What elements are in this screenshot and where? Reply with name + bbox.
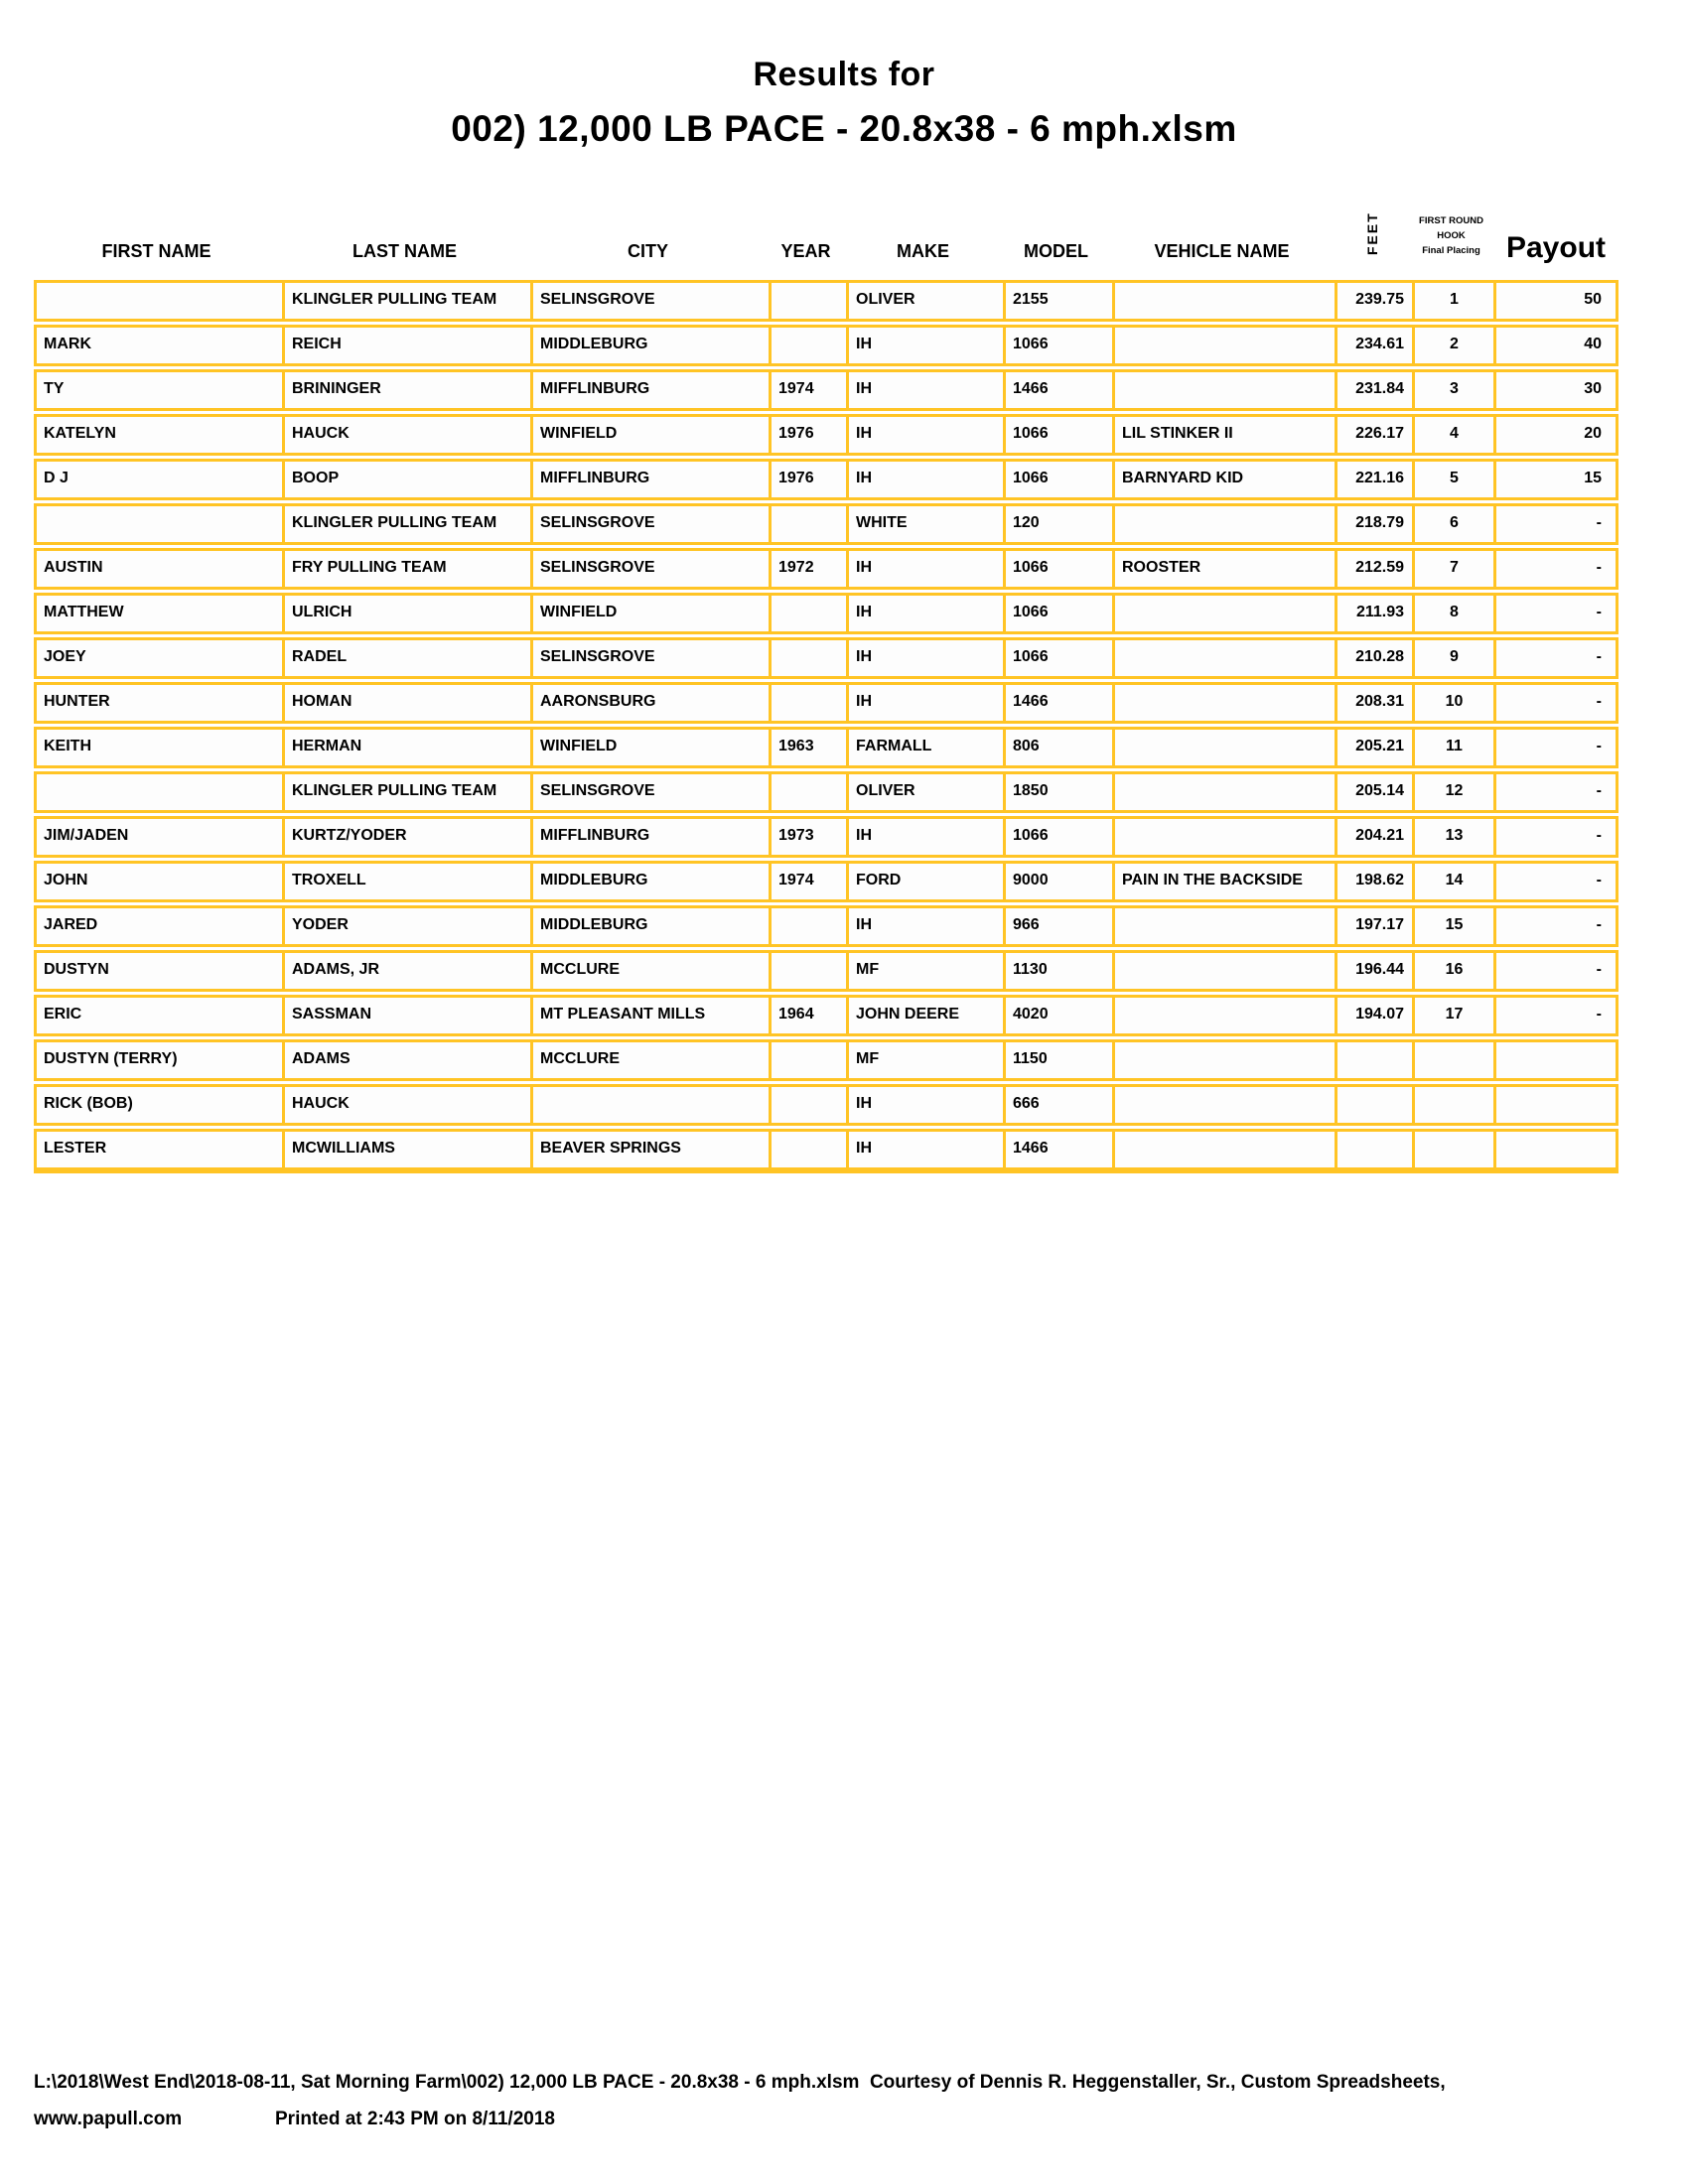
cell-feet: 205.21 xyxy=(1337,730,1415,765)
cell-last-name: KURTZ/YODER xyxy=(285,819,533,855)
cell-city: WINFIELD xyxy=(533,417,772,453)
cell-feet xyxy=(1337,1132,1415,1167)
cell-feet: 234.61 xyxy=(1337,328,1415,363)
cell-make: IH xyxy=(849,819,1006,855)
header-last-name: LAST NAME xyxy=(352,241,457,261)
cell-vehicle-name xyxy=(1115,506,1337,542)
cell-first-name: RICK (BOB) xyxy=(37,1087,285,1123)
cell-model: 1850 xyxy=(1006,774,1115,810)
cell-last-name: HERMAN xyxy=(285,730,533,765)
header-year: YEAR xyxy=(780,241,831,261)
table-row xyxy=(34,905,1618,947)
cell-first-name: AUSTIN xyxy=(37,551,285,587)
cell-vehicle-name xyxy=(1115,372,1337,408)
cell-payout xyxy=(1496,1087,1616,1123)
table-row xyxy=(34,1039,1618,1081)
cell-payout: - xyxy=(1596,872,1602,888)
cell-placing: 16 xyxy=(1415,953,1496,989)
cell-last-name: SASSMAN xyxy=(285,998,533,1033)
cell-last-name: ADAMS, JR xyxy=(285,953,533,989)
cell-payout: 50 xyxy=(1584,291,1602,308)
cell-payout: 40 xyxy=(1584,336,1602,352)
cell-year xyxy=(772,953,849,989)
cell-placing: 8 xyxy=(1415,596,1496,631)
table-row xyxy=(34,280,1618,322)
cell-city: MT PLEASANT MILLS xyxy=(533,998,772,1033)
cell-make: FARMALL xyxy=(849,730,1006,765)
cell-placing xyxy=(1415,1132,1496,1167)
cell-first-name xyxy=(37,506,285,542)
cell-vehicle-name xyxy=(1115,328,1337,363)
cell-feet xyxy=(1337,1087,1415,1123)
table-row xyxy=(34,325,1618,366)
footer-website: www.papull.com xyxy=(34,2109,183,2129)
cell-year: 1974 xyxy=(772,864,849,899)
cell-city: SELINSGROVE xyxy=(533,506,772,542)
cell-last-name: FRY PULLING TEAM xyxy=(285,551,533,587)
cell-year xyxy=(772,640,849,676)
cell-payout: 30 xyxy=(1584,380,1602,397)
cell-vehicle-name: LIL STINKER II xyxy=(1115,417,1337,453)
header-feet-label: FEET xyxy=(1363,211,1380,255)
cell-city: SELINSGROVE xyxy=(533,551,772,587)
header-first-round-hook xyxy=(1412,213,1493,264)
cell-year xyxy=(772,1087,849,1123)
cell-first-name: ERIC xyxy=(37,998,285,1033)
cell-placing: 4 xyxy=(1415,417,1496,453)
cell-year xyxy=(772,774,849,810)
cell-placing xyxy=(1415,1087,1496,1123)
table-row xyxy=(34,682,1618,724)
cell-make: MF xyxy=(849,1042,1006,1078)
cell-make: IH xyxy=(849,640,1006,676)
table-row xyxy=(34,503,1618,545)
header-first-name: FIRST NAME xyxy=(101,241,211,261)
cell-city: MIDDLEBURG xyxy=(533,864,772,899)
cell-last-name: YODER xyxy=(285,908,533,944)
cell-placing: 3 xyxy=(1415,372,1496,408)
cell-city: SELINSGROVE xyxy=(533,774,772,810)
cell-make: FORD xyxy=(849,864,1006,899)
cell-year: 1974 xyxy=(772,372,849,408)
cell-city: WINFIELD xyxy=(533,730,772,765)
cell-first-name: DUSTYN xyxy=(37,953,285,989)
cell-first-name: JOEY xyxy=(37,640,285,676)
table-row xyxy=(34,637,1618,679)
cell-payout: - xyxy=(1596,693,1602,710)
cell-year xyxy=(772,908,849,944)
cell-feet: 204.21 xyxy=(1337,819,1415,855)
table-row xyxy=(34,414,1618,456)
cell-model: 9000 xyxy=(1006,864,1115,899)
cell-placing: 14 xyxy=(1415,864,1496,899)
cell-placing: 2 xyxy=(1415,328,1496,363)
cell-last-name: REICH xyxy=(285,328,533,363)
cell-payout: - xyxy=(1596,514,1602,531)
cell-vehicle-name xyxy=(1115,774,1337,810)
table-header-row xyxy=(34,199,1618,264)
cell-placing: 1 xyxy=(1415,283,1496,319)
cell-feet: 205.14 xyxy=(1337,774,1415,810)
cell-placing: 6 xyxy=(1415,506,1496,542)
cell-make: OLIVER xyxy=(849,774,1006,810)
results-table-body xyxy=(34,280,1618,1173)
cell-feet xyxy=(1337,1042,1415,1078)
cell-first-name: LESTER xyxy=(37,1132,285,1167)
cell-payout: - xyxy=(1596,961,1602,978)
table-row xyxy=(34,727,1618,768)
cell-model: 1066 xyxy=(1006,328,1115,363)
cell-placing: 9 xyxy=(1415,640,1496,676)
cell-year: 1963 xyxy=(772,730,849,765)
cell-city: MIFFLINBURG xyxy=(533,462,772,497)
cell-make: IH xyxy=(849,328,1006,363)
cell-year xyxy=(772,1042,849,1078)
cell-first-name: MATTHEW xyxy=(37,596,285,631)
cell-feet: 221.16 xyxy=(1337,462,1415,497)
cell-last-name: KLINGLER PULLING TEAM xyxy=(285,506,533,542)
table-row xyxy=(34,950,1618,992)
cell-city: MIDDLEBURG xyxy=(533,908,772,944)
cell-feet: 239.75 xyxy=(1337,283,1415,319)
cell-vehicle-name: BARNYARD KID xyxy=(1115,462,1337,497)
cell-model: 1466 xyxy=(1006,685,1115,721)
cell-feet: 208.31 xyxy=(1337,685,1415,721)
cell-city: MIDDLEBURG xyxy=(533,328,772,363)
cell-model: 4020 xyxy=(1006,998,1115,1033)
cell-make: IH xyxy=(849,417,1006,453)
cell-feet: 210.28 xyxy=(1337,640,1415,676)
cell-payout: - xyxy=(1596,782,1602,799)
cell-model: 1130 xyxy=(1006,953,1115,989)
cell-vehicle-name xyxy=(1115,596,1337,631)
cell-make: WHITE xyxy=(849,506,1006,542)
cell-first-name xyxy=(37,774,285,810)
cell-first-name: D J xyxy=(37,462,285,497)
cell-make: IH xyxy=(849,551,1006,587)
cell-feet: 226.17 xyxy=(1337,417,1415,453)
cell-year: 1972 xyxy=(772,551,849,587)
cell-payout: 20 xyxy=(1584,425,1602,442)
cell-vehicle-name xyxy=(1115,998,1337,1033)
table-row xyxy=(34,369,1618,411)
cell-first-name: MARK xyxy=(37,328,285,363)
cell-placing xyxy=(1415,1042,1496,1078)
cell-feet: 212.59 xyxy=(1337,551,1415,587)
cell-placing: 12 xyxy=(1415,774,1496,810)
cell-placing: 11 xyxy=(1415,730,1496,765)
cell-placing: 10 xyxy=(1415,685,1496,721)
cell-last-name: HAUCK xyxy=(285,417,533,453)
cell-payout: - xyxy=(1596,604,1602,620)
cell-model: 806 xyxy=(1006,730,1115,765)
footer-file-path: L:\2018\West End\2018-08-11, Sat Morning Farm\002) 12,000 LB PACE - 20.8x38 - 6 mph.xlsm Courtesy of Dennis R. Heggenstaller, Sr., Custom Spreadsheets, xyxy=(34,2072,1446,2093)
cell-placing: 15 xyxy=(1415,908,1496,944)
cell-placing: 13 xyxy=(1415,819,1496,855)
cell-feet: 231.84 xyxy=(1337,372,1415,408)
cell-payout: - xyxy=(1596,559,1602,576)
cell-placing: 7 xyxy=(1415,551,1496,587)
table-row xyxy=(34,995,1618,1036)
cell-model: 666 xyxy=(1006,1087,1115,1123)
cell-model: 1066 xyxy=(1006,819,1115,855)
header-vehicle-name: VEHICLE NAME xyxy=(1154,241,1290,261)
cell-year: 1976 xyxy=(772,417,849,453)
cell-model: 1466 xyxy=(1006,1132,1115,1167)
table-row xyxy=(34,1084,1618,1126)
cell-feet: 211.93 xyxy=(1337,596,1415,631)
cell-make: IH xyxy=(849,372,1006,408)
cell-last-name: MCWILLIAMS xyxy=(285,1132,533,1167)
cell-year xyxy=(772,1132,849,1167)
cell-first-name: TY xyxy=(37,372,285,408)
page-title-line2: 002) 12,000 LB PACE - 20.8x38 - 6 mph.xlsm xyxy=(451,108,1237,149)
header-hook-line3: Final Placing xyxy=(1422,245,1480,256)
cell-make: IH xyxy=(849,908,1006,944)
cell-year xyxy=(772,506,849,542)
cell-first-name: KATELYN xyxy=(37,417,285,453)
cell-last-name: ULRICH xyxy=(285,596,533,631)
cell-first-name: JARED xyxy=(37,908,285,944)
table-row xyxy=(34,1129,1618,1173)
cell-payout: - xyxy=(1596,648,1602,665)
cell-first-name: JOHN xyxy=(37,864,285,899)
cell-placing: 5 xyxy=(1415,462,1496,497)
cell-year: 1964 xyxy=(772,998,849,1033)
cell-first-name: HUNTER xyxy=(37,685,285,721)
cell-model: 1066 xyxy=(1006,551,1115,587)
cell-last-name: TROXELL xyxy=(285,864,533,899)
cell-city: MIFFLINBURG xyxy=(533,819,772,855)
table-row xyxy=(34,861,1618,902)
cell-make: IH xyxy=(849,685,1006,721)
cell-last-name: BOOP xyxy=(285,462,533,497)
header-hook-line2: HOOK xyxy=(1437,230,1466,241)
cell-last-name: KLINGLER PULLING TEAM xyxy=(285,774,533,810)
cell-first-name: JIM/JADEN xyxy=(37,819,285,855)
cell-vehicle-name xyxy=(1115,283,1337,319)
page-title-line1: Results for xyxy=(753,56,935,93)
cell-last-name: RADEL xyxy=(285,640,533,676)
cell-feet: 198.62 xyxy=(1337,864,1415,899)
cell-model: 1466 xyxy=(1006,372,1115,408)
cell-vehicle-name: PAIN IN THE BACKSIDE xyxy=(1115,864,1337,899)
header-payout: Payout xyxy=(1505,231,1607,264)
cell-feet: 194.07 xyxy=(1337,998,1415,1033)
cell-model: 1066 xyxy=(1006,417,1115,453)
table-row xyxy=(34,771,1618,813)
cell-model: 1066 xyxy=(1006,640,1115,676)
cell-city: MCCLURE xyxy=(533,1042,772,1078)
header-city: CITY xyxy=(627,241,668,261)
cell-payout: - xyxy=(1596,1006,1602,1023)
cell-feet: 196.44 xyxy=(1337,953,1415,989)
cell-model: 1066 xyxy=(1006,462,1115,497)
cell-city: MCCLURE xyxy=(533,953,772,989)
cell-first-name: DUSTYN (TERRY) xyxy=(37,1042,285,1078)
cell-vehicle-name: ROOSTER xyxy=(1115,551,1337,587)
cell-city: AARONSBURG xyxy=(533,685,772,721)
cell-city: WINFIELD xyxy=(533,596,772,631)
cell-model: 1066 xyxy=(1006,596,1115,631)
cell-model: 120 xyxy=(1006,506,1115,542)
header-model: MODEL xyxy=(1024,241,1088,261)
header-make: MAKE xyxy=(897,241,949,261)
cell-city: MIFFLINBURG xyxy=(533,372,772,408)
cell-vehicle-name xyxy=(1115,685,1337,721)
footer-printed-timestamp: Printed at 2:43 PM on 8/11/2018 xyxy=(275,2109,555,2129)
cell-year xyxy=(772,685,849,721)
cell-payout: - xyxy=(1596,738,1602,754)
cell-first-name: KEITH xyxy=(37,730,285,765)
cell-year xyxy=(772,283,849,319)
cell-vehicle-name xyxy=(1115,953,1337,989)
page-title xyxy=(0,0,1688,153)
cell-make: JOHN DEERE xyxy=(849,998,1006,1033)
cell-year xyxy=(772,596,849,631)
cell-city xyxy=(533,1087,772,1123)
cell-model: 1150 xyxy=(1006,1042,1115,1078)
cell-payout: 15 xyxy=(1584,470,1602,486)
cell-vehicle-name xyxy=(1115,640,1337,676)
cell-vehicle-name xyxy=(1115,1087,1337,1123)
cell-payout: - xyxy=(1596,827,1602,844)
cell-placing: 17 xyxy=(1415,998,1496,1033)
cell-vehicle-name xyxy=(1115,819,1337,855)
cell-year: 1973 xyxy=(772,819,849,855)
cell-make: IH xyxy=(849,596,1006,631)
table-row xyxy=(34,593,1618,634)
cell-make: MF xyxy=(849,953,1006,989)
cell-make: IH xyxy=(849,1087,1006,1123)
header-feet xyxy=(1335,203,1412,264)
cell-last-name: HOMAN xyxy=(285,685,533,721)
cell-city: SELINSGROVE xyxy=(533,283,772,319)
cell-vehicle-name xyxy=(1115,1042,1337,1078)
cell-last-name: HAUCK xyxy=(285,1087,533,1123)
cell-make: OLIVER xyxy=(849,283,1006,319)
cell-year: 1976 xyxy=(772,462,849,497)
cell-make: IH xyxy=(849,1132,1006,1167)
cell-city: SELINSGROVE xyxy=(533,640,772,676)
cell-vehicle-name xyxy=(1115,908,1337,944)
cell-model: 2155 xyxy=(1006,283,1115,319)
table-row xyxy=(34,816,1618,858)
cell-vehicle-name xyxy=(1115,1132,1337,1167)
cell-payout xyxy=(1496,1132,1616,1167)
cell-city: BEAVER SPRINGS xyxy=(533,1132,772,1167)
cell-last-name: KLINGLER PULLING TEAM xyxy=(285,283,533,319)
cell-feet: 218.79 xyxy=(1337,506,1415,542)
cell-first-name xyxy=(37,283,285,319)
cell-payout xyxy=(1496,1042,1616,1078)
table-row xyxy=(34,548,1618,590)
cell-year xyxy=(772,328,849,363)
page-footer xyxy=(34,2071,1682,2131)
cell-last-name: ADAMS xyxy=(285,1042,533,1078)
cell-last-name: BRININGER xyxy=(285,372,533,408)
cell-vehicle-name xyxy=(1115,730,1337,765)
cell-model: 966 xyxy=(1006,908,1115,944)
table-row xyxy=(34,459,1618,500)
footer-line2 xyxy=(34,2108,1682,2131)
cell-make: IH xyxy=(849,462,1006,497)
header-hook-line1: FIRST ROUND xyxy=(1419,215,1483,226)
cell-payout: - xyxy=(1596,916,1602,933)
cell-feet: 197.17 xyxy=(1337,908,1415,944)
